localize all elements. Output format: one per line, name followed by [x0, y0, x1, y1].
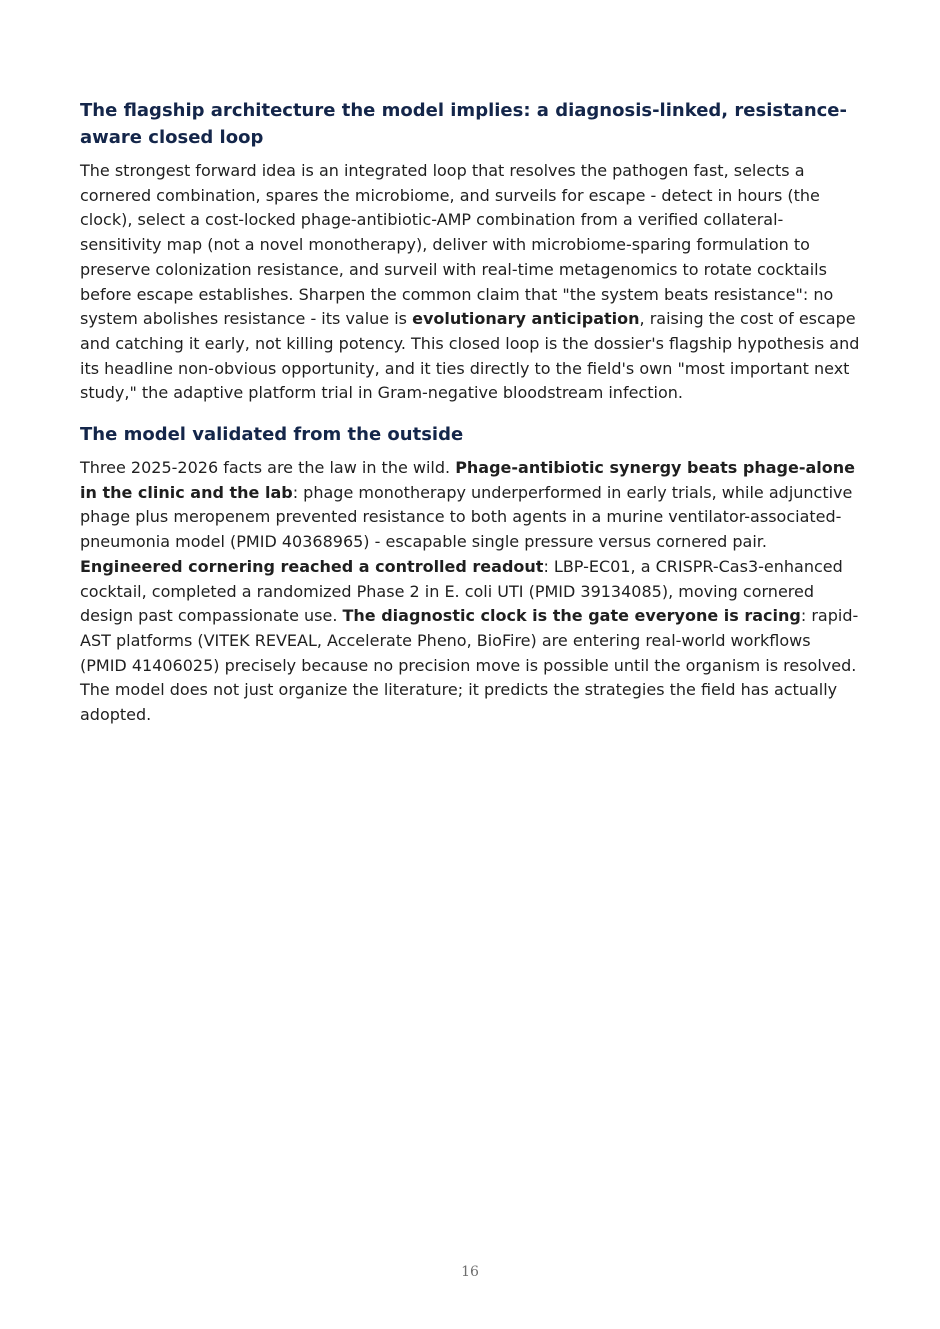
section-heading: The model validated from the outside — [80, 424, 464, 446]
section-paragraph — [80, 456, 860, 728]
section-flagship-architecture — [80, 97, 860, 406]
section-heading: The flagship architecture the model implies: a diagnosis-linked, resistance-aware closed loop — [80, 100, 847, 148]
text-run: : phage monotherapy underperformed in early trials, while adjunctive phage plus meropenem prevented resistance to both agents in a murine ventilator-associated-pneumonia model (PMID 40368965) - escapable single pressure versus cornered pair. — [80, 482, 853, 552]
text-run: Three 2025-2026 facts are the law in the wild. — [80, 458, 456, 478]
document-page — [80, 97, 860, 743]
bold-text-run: Phage-antibiotic synergy beats phage-alone in the clinic and the lab — [80, 458, 855, 502]
text-run: : LBP-EC01, a CRISPR-Cas3-enhanced cocktail, completed a randomized Phase 2 in E. coli UTI (PMID 39134085), moving cornered design past compassionate use. — [80, 556, 843, 626]
bold-text-run: Engineered cornering reached a controlled readout — [80, 556, 544, 576]
text-run: The strongest forward idea is an integrated loop that resolves the pathogen fast, selects a cornered combination, spares the microbiome, and surveils for escape - detect in hours (the clock), select a cost-locked phage-antibiotic-AMP combination from a verified collateral-sensitivity map (not a novel monotherapy), deliver with microbiome-sparing formulation to preserve colonization resistance, and surveil with real-time metagenomics to rotate cocktails before escape establishes. Sharpen the common claim that "the system beats resistance": no system abolishes resistance - its value is — [80, 161, 834, 329]
section-paragraph — [80, 159, 860, 406]
page-number: 16 — [461, 1264, 479, 1280]
text-run: , raising the cost of escape and catching it early, not killing potency. This closed loop is the dossier's flagship hypothesis and its headline non-obvious opportunity, and it ties directly to the field's own "most important next study," the adaptive platform trial in Gram-negative bloodstream infection. — [80, 309, 860, 403]
text-run: : rapid-AST platforms (VITEK REVEAL, Accelerate Pheno, BioFire) are entering real-world workflows (PMID 41406025) precisely because no precision move is possible until the organism is resolved. The model does not just organize the literature; it predicts the strategies the field has actually adopted. — [80, 606, 859, 725]
bold-text-run: The diagnostic clock is the gate everyone is racing — [342, 606, 801, 626]
bold-text-run: evolutionary anticipation — [412, 309, 640, 329]
section-model-validated — [80, 421, 860, 728]
